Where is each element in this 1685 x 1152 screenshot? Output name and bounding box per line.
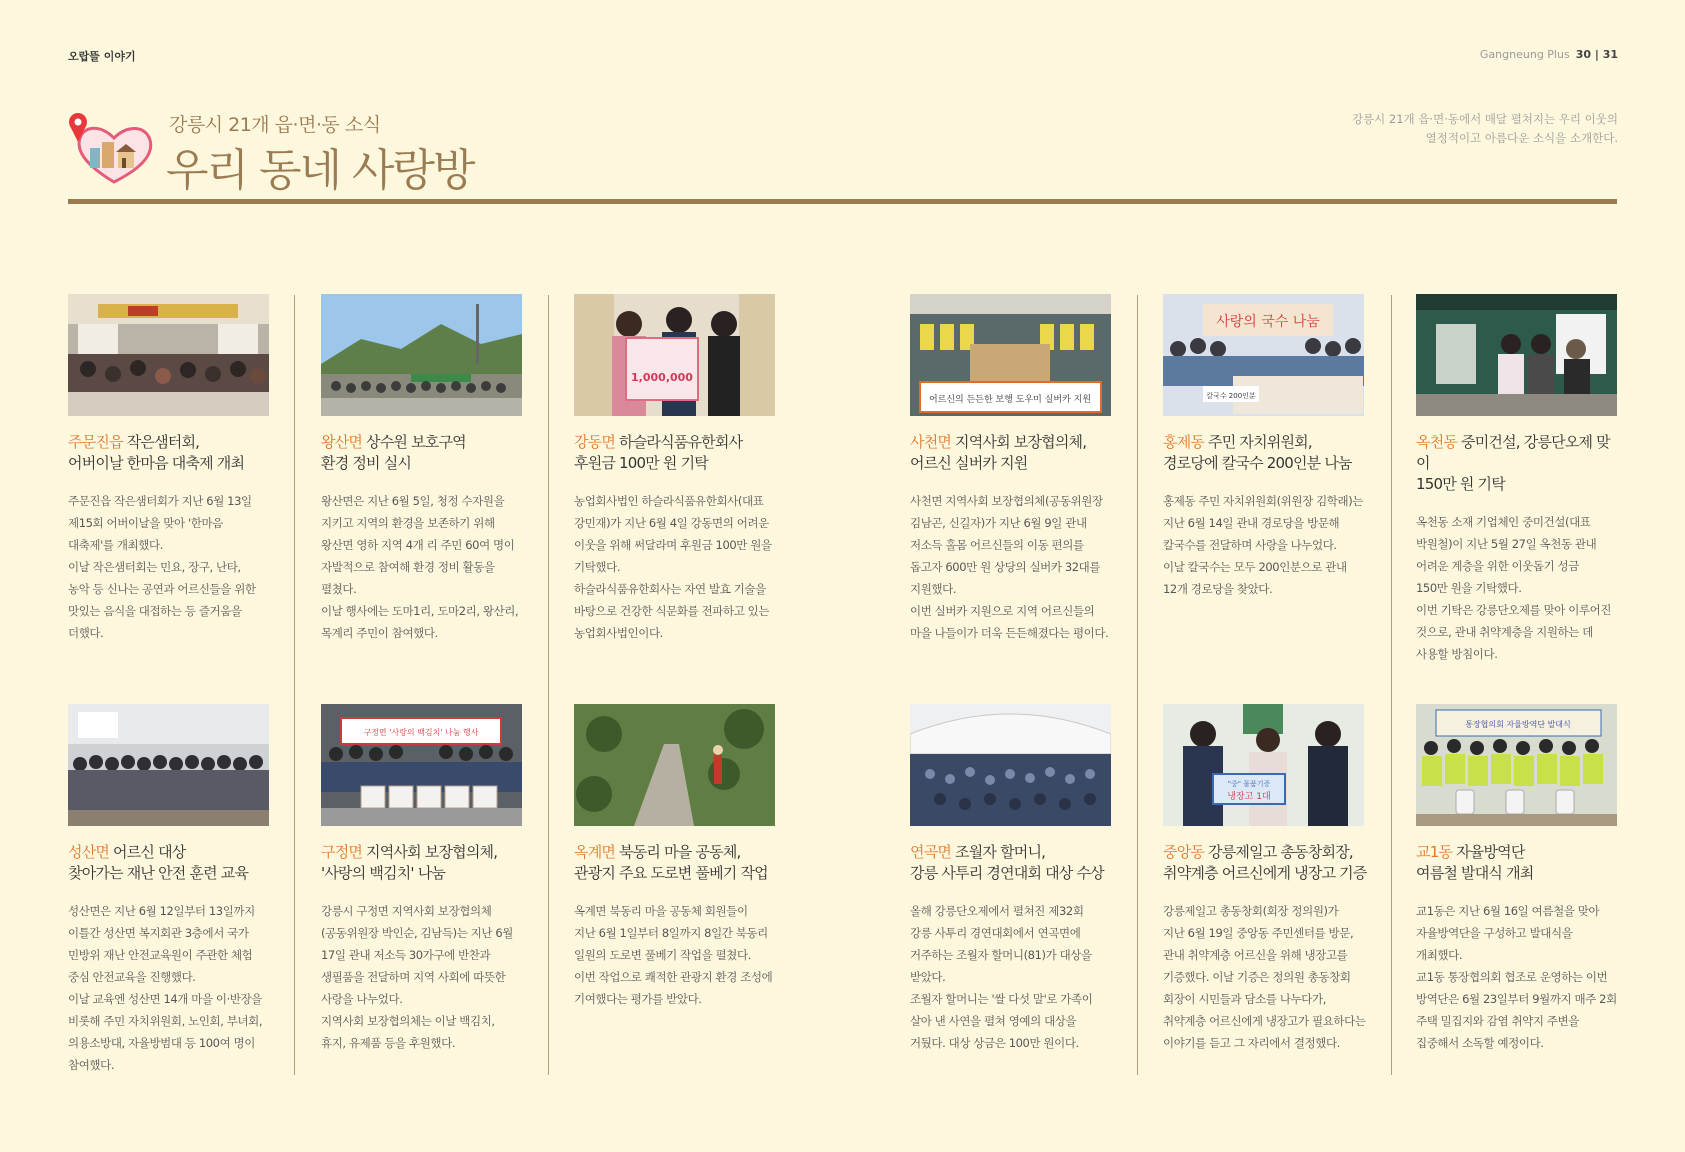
article-body: 사천면 지역사회 보장협의체(공동위원장 김남곤, 신길자)가 지난 6월 9일 관내 저소득 홀몸 어르신들의 이동 편의를 돕고자 600만 원 상당의 실버카 32대를 지원했다. 이번 실버카 지원으로 지역 어르신들의 마을 나들이가 더욱 든든해졌다는 평이다.: [910, 494, 1109, 640]
page-numbers: 30 | 31: [1575, 48, 1618, 61]
article-headline: 옥계면 북동리 마을 공동체, 관광지 주요 도로변 풀베기 작업: [574, 843, 768, 882]
article-headline: 연곡면 조월자 할머니, 강릉 사투리 경연대회 대상 수상: [910, 843, 1104, 882]
page-folio: [1480, 48, 1618, 61]
column-divider: [294, 295, 295, 1075]
page-title: 우리 동네 사랑방: [166, 145, 474, 196]
fridge-sign-line1: "중" 물품기증: [1227, 780, 1271, 788]
article-headline: 강동면 하슬라식품유한회사 후원금 100만 원 기탁: [574, 433, 743, 472]
article-jumunjin: [68, 294, 273, 644]
article-headline: 주문진읍 작은샘터회, 어버이날 한마음 대축제 개최: [68, 433, 245, 472]
article-photo: [68, 704, 269, 826]
article-photo: [574, 294, 775, 416]
article-photo: [321, 294, 522, 416]
article-body: 올해 강릉단오제에서 펼쳐진 제32회 강릉 사투리 경연대회에서 연곡면에 거주하는 조월자 할머니(81)가 대상을 받았다. 조월자 할머니는 '쌀 다섯 말'로 가족이 살아 낸 사연을 펼쳐 영예의 대상을 거뒀다. 대상 상금은 100만 원이다.: [910, 904, 1093, 1050]
article-photo: [910, 704, 1111, 826]
column-divider: [1391, 295, 1392, 1075]
kimchi-banner: 구정면 '사랑의 백김치' 나눔 행사: [363, 728, 479, 737]
article-body: 왕산면은 지난 6월 5일, 청정 수자원을 지키고 지역의 환경을 보존하기 위해 왕산면 영하 지역 4개 리 주민 60여 명이 자발적으로 참여해 환경 정비 활동을 펼쳤다. 이날 행사에는 도마1리, 도마2리, 왕산리, 목계리 주민이 참여했다.: [321, 494, 519, 640]
article-okcheon: [1416, 294, 1621, 665]
article-body: 강릉제일고 총동창회(회장 정의원)가 지난 6월 19일 중앙동 주민센터를 방문, 관내 취약계층 어르신을 위해 냉장고를 기증했다. 이날 기증은 정의원 총동창회 회장이 시민들과 담소를 나누다가, 취약계층 어르신에게 냉장고가 필요하다는 이야기를 듣고 그 자리에서 결정했다.: [1163, 904, 1366, 1050]
article-body: 강릉시 구정면 지역사회 보장협의체 (공동위원장 박인순, 김남득)는 지난 6월 17일 관내 저소득 30가구에 반찬과 생필품을 전달하며 지역 사회에 따뜻한 사랑을 나누었다. 지역사회 보장협의체는 이날 백김치, 휴지, 유제품 등을 후원했다.: [321, 904, 514, 1050]
article-photo: [321, 704, 522, 826]
bangyeok-banner: 통장협의회 자율방역단 발대식: [1465, 720, 1571, 729]
article-body: 농업회사법인 하슬라식품유한회사(대표 강민재)가 지난 6월 4일 강동면의 어려운 이웃을 위해 써달라며 후원금 100만 원을 기탁했다. 하슬라식품유한회사는 자연 발효 기술을 바탕으로 건강한 식문화를 전파하고 있는 농업회사법인이다.: [574, 494, 772, 640]
article-headline: 홍제동 주민 자치위원회, 경로당에 칼국수 200인분 나눔: [1163, 433, 1352, 472]
article-headline: 중앙동 강릉제일고 총동창회장, 취약계층 어르신에게 냉장고 기증: [1163, 843, 1367, 882]
article-photo: [1416, 704, 1617, 826]
article-headline: 성산면 어르신 대상 찾아가는 재난 안전 훈련 교육: [68, 843, 249, 882]
article-body: 성산면은 지난 6월 12일부터 13일까지 이틀간 성산면 복지회관 3층에서 국가 민방위 재난 안전교육원이 주관한 체험 중심 안전교육을 진행했다. 이날 교육엔 성산면 14개 마을 이·반장을 비롯해 주민 자치위원회, 노인회, 부녀회, 의용소방대, 자율방범대 등 100여 명이 참여했다.: [68, 904, 263, 1072]
article-okgye: [574, 704, 779, 1010]
article-photo: [1416, 294, 1617, 416]
fridge-sign-line2: 냉장고 1대: [1227, 792, 1271, 802]
article-headline: 옥천동 중미건설, 강릉단오제 맞이 150만 원 기탁: [1416, 433, 1610, 493]
article-body: 주문진읍 작은샘터회가 지난 6월 13일 제15회 어버이날을 맞아 '한마음 대축제'를 개최했다. 이날 작은샘터회는 민요, 장구, 난타, 농악 등 신나는 공연과 어르신들을 위한 맛있는 음식을 대접하는 등 즐거움을 더했다.: [68, 494, 256, 640]
article-headline: 교1동 자율방역단 여름철 발대식 개최: [1416, 843, 1534, 882]
title-divider: [68, 199, 1617, 204]
article-yeongok: [910, 704, 1115, 1054]
intro-text: 강릉시 21개 읍·면·동에서 매달 펼쳐지는 우리 이웃의 열정적이고 아름다운 소식을 소개한다.: [1351, 112, 1618, 145]
kalguksu-sign: 칼국수 200인분: [1206, 392, 1256, 400]
magazine-name: Gangneung Plus: [1479, 48, 1570, 61]
article-headline: 왕산면 상수원 보호구역 환경 정비 실시: [321, 433, 466, 472]
article-wangsan: [321, 294, 526, 644]
article-gujeong: [321, 704, 526, 1054]
article-body: 옥계면 북동리 마을 공동체 회원들이 지난 6월 1일부터 8일까지 8일간 북동리 일원의 도로변 풀베기 작업을 펼쳤다. 이번 작업으로 쾌적한 관광지 환경 조성에 기여했다는 평가를 받았다.: [574, 904, 773, 1006]
silver-banner: 어르신의 든든한 보행 도우미 실버카 지원: [928, 395, 1092, 405]
article-jungang: [1163, 704, 1368, 1054]
article-photo: [68, 294, 269, 416]
article-sacheon: [910, 294, 1115, 644]
article-photo: [1163, 704, 1364, 826]
article-body: 옥천동 소재 기업체인 중미건설(대표 박원철)이 지난 5월 27일 옥천동 관내 어려운 계층을 위한 이웃돕기 성금 150만 원을 기탁했다. 이번 기탁은 강릉단오제를 맞아 이루어진 것으로, 관내 취약계층을 지원하는 데 사용할 방침이다.: [1416, 515, 1612, 661]
column-divider: [548, 295, 549, 1075]
article-gangdong: [574, 294, 779, 644]
article-body: 홍제동 주민 자치위원회(위원장 김학래)는 지난 6월 14일 관내 경로당을 방문해 칼국수를 전달하며 사랑을 나누었다. 이날 칼국수는 모두 200인분으로 관내 12개 경로당을 찾았다.: [1163, 494, 1363, 596]
article-body: 교1동은 지난 6월 16일 여름철을 맞아 자율방역단을 구성하고 발대식을 개최했다. 교1동 통장협의회 협조로 운영하는 이번 방역단은 6월 23일부터 9월까지 매주 2회 주택 밀집지와 감염 취약지 주변을 집중해서 소독할 예정이다.: [1416, 904, 1617, 1050]
section-label: 오랍뜰 이야기: [68, 50, 136, 63]
article-headline: 구정면 지역사회 보장협의체, '사랑의 백김치' 나눔: [321, 843, 498, 882]
article-photo: [574, 704, 775, 826]
article-seongsan: [68, 704, 273, 1076]
check-amount: 1,000,000: [631, 371, 693, 384]
article-gyo1: [1416, 704, 1621, 1054]
article-photo: [910, 294, 1111, 416]
page-subtitle: 강릉시 21개 읍·면·동 소식: [169, 114, 381, 136]
village-heart-logo-icon: [66, 112, 156, 192]
kalguksu-banner: 사랑의 국수 나눔: [1216, 314, 1320, 330]
article-photo: [1163, 294, 1364, 416]
article-headline: 사천면 지역사회 보장협의체, 어르신 실버카 지원: [910, 433, 1087, 472]
column-divider: [1137, 295, 1138, 1075]
article-hongje: [1163, 294, 1368, 600]
